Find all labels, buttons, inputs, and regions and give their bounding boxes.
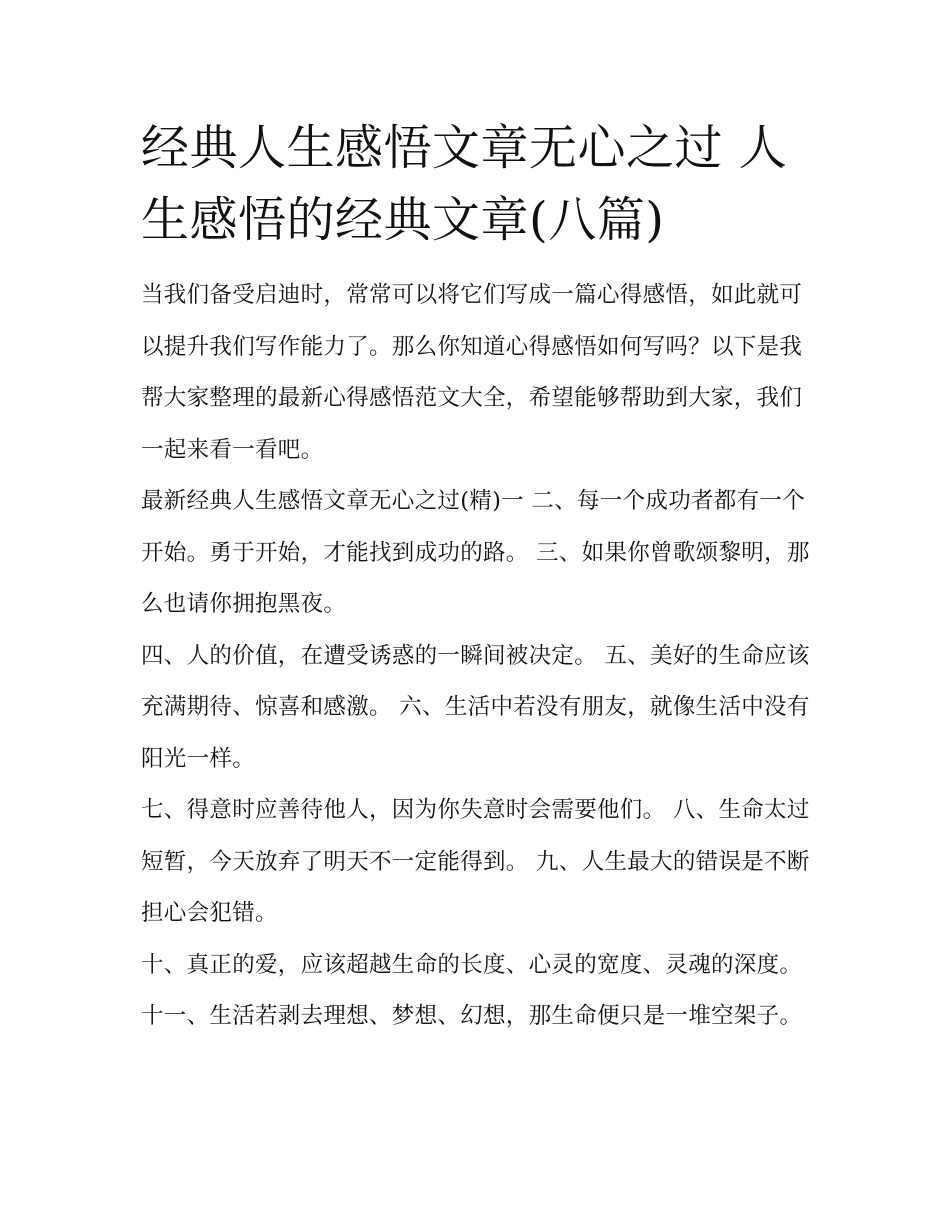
body-paragraph: 最新经典人生感悟文章无心之过(精)一 二、每一个成功者都有一个开始。勇于开始，才能找到成功的路。 三、如果你曾歌颂黎明，那么也请你拥抱黑夜。 [141, 488, 810, 617]
document-body [141, 112, 813, 1043]
body-paragraph: 四、人的价值，在遭受诱惑的一瞬间被决定。 五、美好的生命应该充满期待、惊喜和感激。 六、生活中若没有朋友，就像生活中没有阳光一样。 [141, 642, 810, 772]
body-paragraph: 七、得意时应善待他人，因为你失意时会需要他们。 八、生命太过短暂，今天放弃了明天不一定能得到。 九、人生最大的错误是不断担心会犯错。 [141, 797, 810, 926]
intro-paragraph: 当我们备受启迪时，常常可以将它们写成一篇心得感悟，如此就可以提升我们写作能力了。那么你知道心得感悟如何写吗？以下是我帮大家整理的最新心得感悟范文大全，希望能够帮助到大家，我们一起来看一看吧。 [141, 282, 803, 463]
body-paragraph: 十、真正的爱，应该超越生命的长度、心灵的宽度、灵魂的深度。 十一、生活若剥去理想、梦想、幻想，那生命便只是一堆空架子。 [141, 951, 803, 1029]
document-title: 经典人生感悟文章无心之过 人生感悟的经典文章(八篇) [141, 120, 788, 248]
